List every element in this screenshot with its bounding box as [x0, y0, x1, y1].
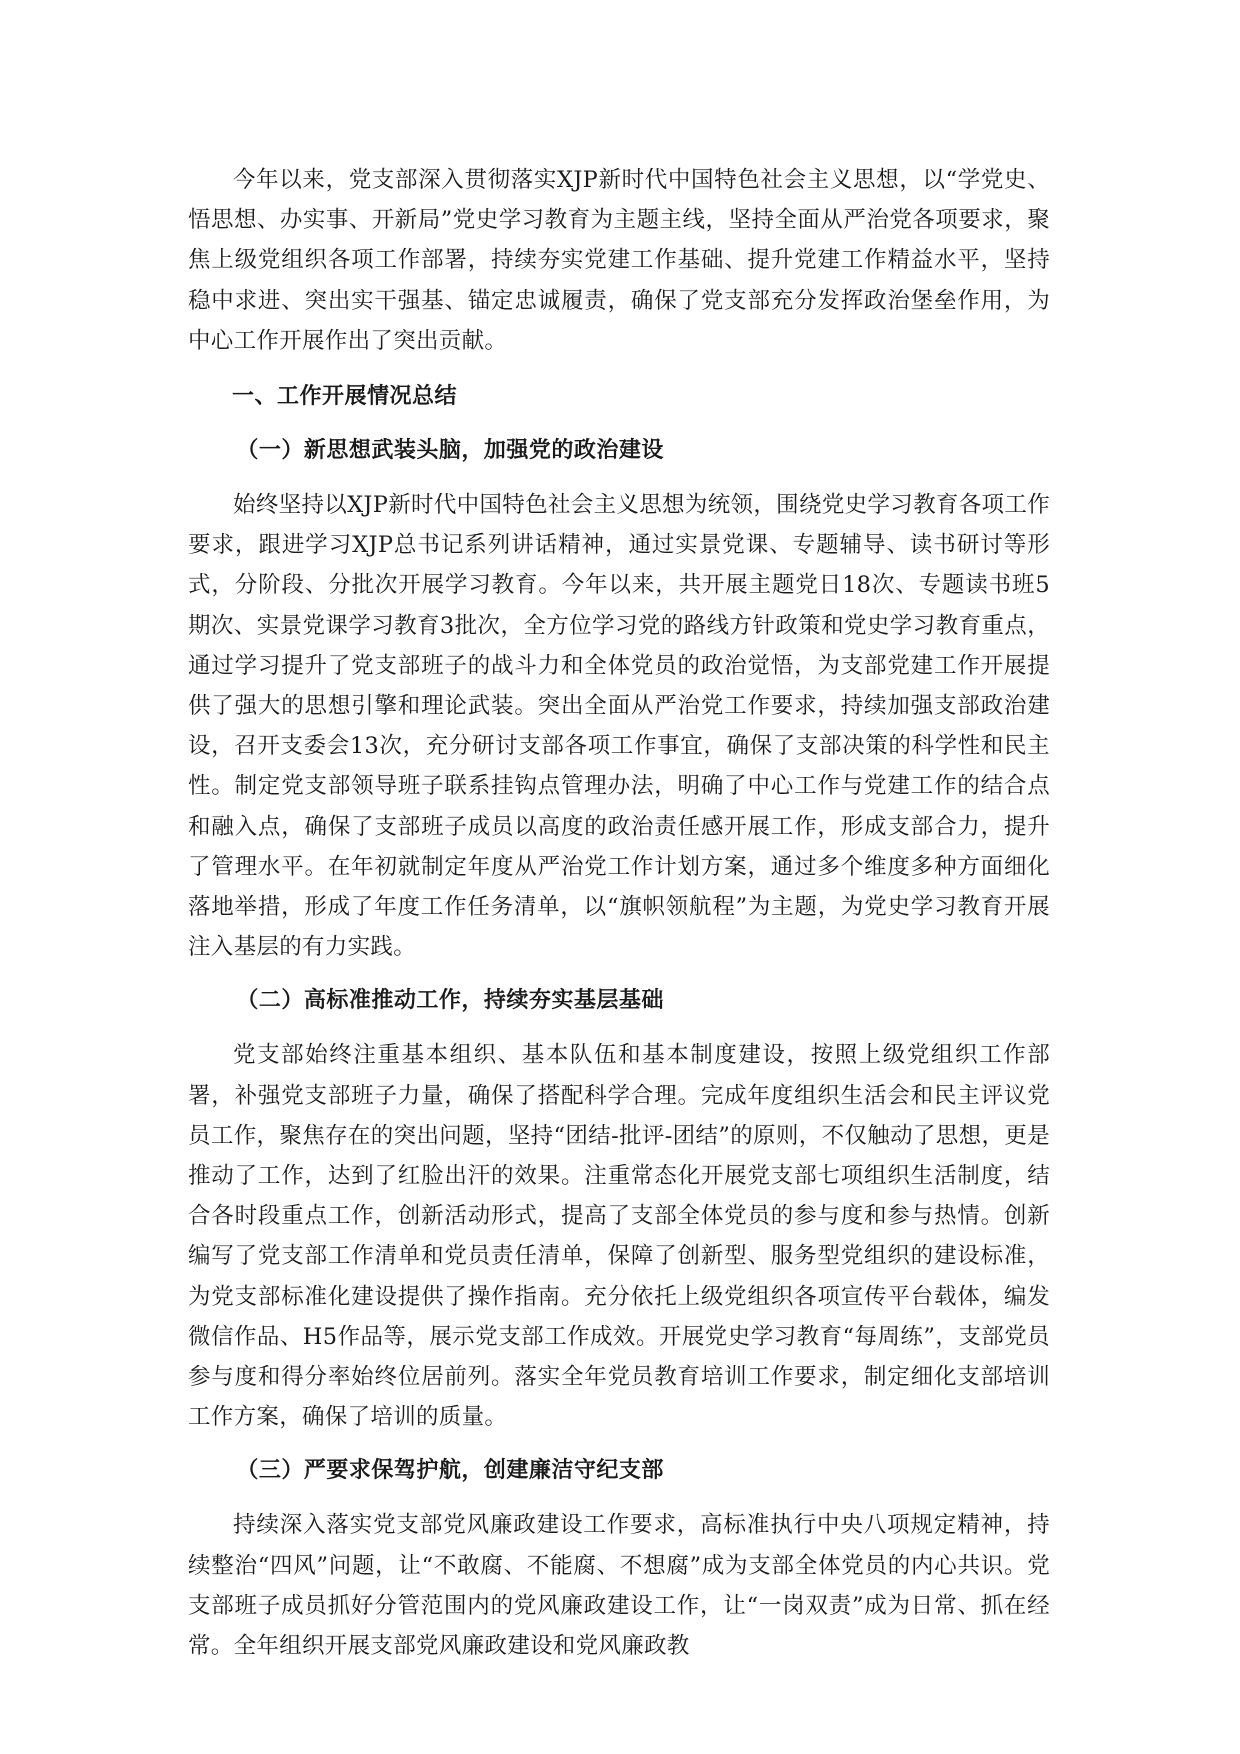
subsection-heading-grassroots: （二）高标准推动工作，持续夯实基层基础 — [236, 988, 664, 1014]
subsection-body-political-building: 始终坚持以XJP新时代中国特色社会主义思想为统领，围绕党史学习教育各项工作要求，跟进学习XJP总书记系列讲话精神，通过实景党课、专题辅导、读书研讨等形式，分阶段、分批次开展学习教育。今年以来，共开展主题党日18次、专题读书班5期次、实景党课学习教育3批次，全方位学习党的路线方针政策和党史学习教育重点，通过学习提升了党支部班子的战斗力和全体党员的政治觉悟，为支部党建工作开展提供了强大的思想引擎和理论武装。突出全面从严治党工作要求，持续加强支部政治建设，召开支委会13次，充分研讨支部各项工作事宜，确保了支部决策的科学性和民主性。制定党支部领导班子联系挂钩点管理办法，明确了中心工作与党建工作的结合点和融入点，确保了支部班子成员以高度的政治责任感开展工作，形成支部合力，提升了管理水平。在年初就制定年度从严治党工作计划方案，通过多个维度多种方面细化落地举措，形成了年度工作任务清单，以“旗帜领航程”为主题，为党史学习教育开展注入基层的有力实践。 — [188, 492, 1050, 961]
subsection-heading-political-building: （一）新思想武装头脑，加强党的政治建设 — [236, 438, 664, 464]
document-page — [188, 160, 1050, 1666]
intro-paragraph: 今年以来，党支部深入贯彻落实XJP新时代中国特色社会主义思想，以“学党史、悟思想、办实事、开新局”党史学习教育为主题主线，坚持全面从严治党各项要求，聚焦上级党组织各项工作部署，持续夯实党建工作基础、提升党建工作精益水平，坚持稳中求进、突出实干强基、锚定忠诚履责，确保了党支部充分发挥政治堡垒作用，为中心工作开展作出了突出贡献。 — [188, 167, 1050, 354]
section-heading-summary: 一、工作开展情况总结 — [232, 384, 458, 410]
subsection-body-integrity: 持续深入落实党支部党风廉政建设工作要求，高标准执行中央八项规定精神，持续整治“四风”问题，让“不敢腐、不能腐、不想腐”成为支部全体党员的内心共识。党支部班子成员抓好分管范围内的党风廉政建设工作，让“一岗双责”成为日常、抓在经常。全年组织开展支部党风廉政建设和党风廉政教 — [188, 1512, 1050, 1660]
subsection-body-grassroots: 党支部始终注重基本组织、基本队伍和基本制度建设，按照上级党组织工作部署，补强党支部班子力量，确保了搭配科学合理。完成年度组织生活会和民主评议党员工作，聚焦存在的突出问题，坚持“团结-批评-团结”的原则，不仅触动了思想，更是推动了工作，达到了红脸出汗的效果。注重常态化开展党支部七项组织生活制度，结合各时段重点工作，创新活动形式，提高了支部全体党员的参与度和参与热情。创新编写了党支部工作清单和党员责任清单，保障了创新型、服务型党组织的建设标准，为党支部标准化建设提供了操作指南。充分依托上级党组织各项宣传平台载体，编发微信作品、H5作品等，展示党支部工作成效。开展党史学习教育“每周练”，支部党员参与度和得分率始终位居前列。落实全年党员教育培训工作要求，制定细化支部培训工作方案，确保了培训的质量。 — [188, 1042, 1050, 1431]
subsection-heading-integrity: （三）严要求保驾护航，创建廉洁守纪支部 — [236, 1458, 664, 1484]
